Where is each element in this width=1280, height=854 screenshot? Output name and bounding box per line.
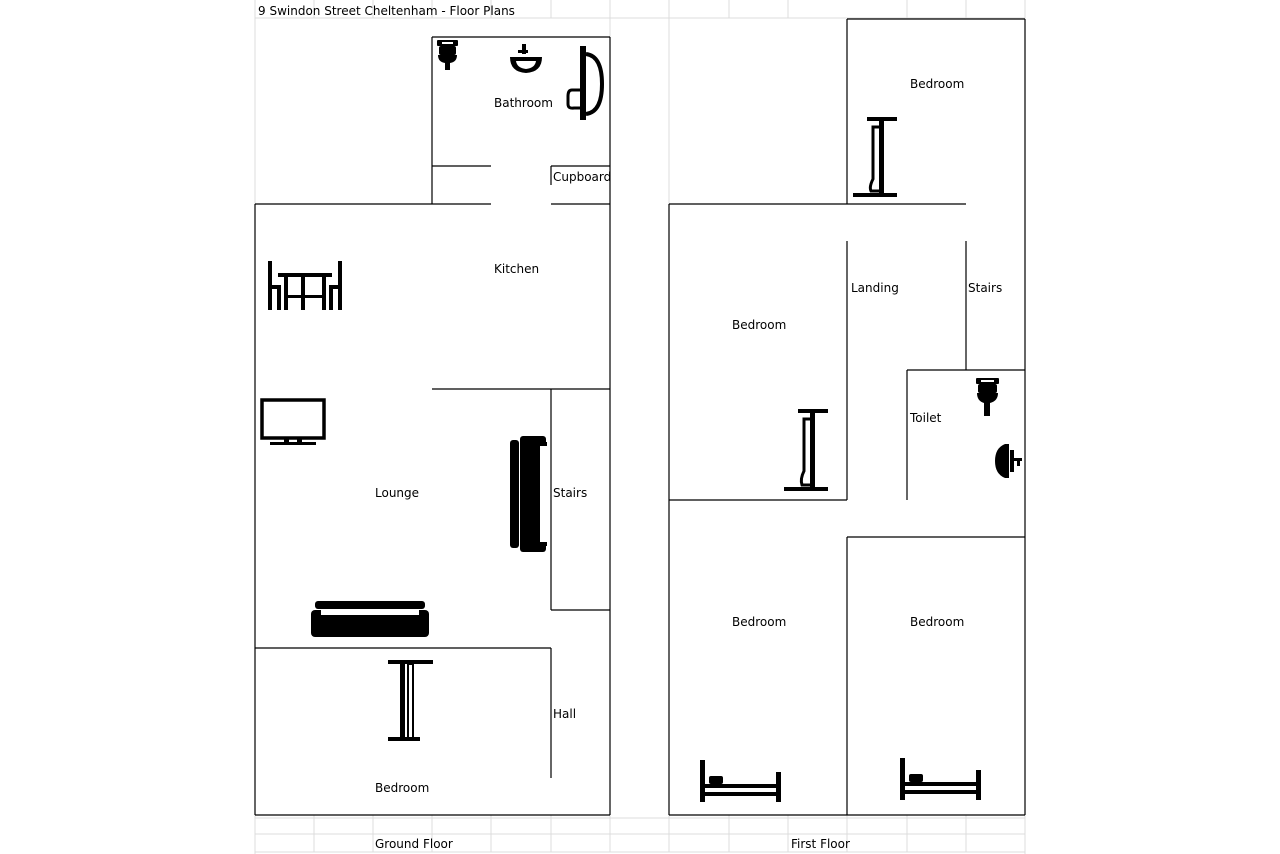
ground-floor-walls [255, 37, 610, 815]
room-label-bedroom-bottom-right: Bedroom [910, 615, 965, 629]
room-label-bedroom-left: Bedroom [732, 318, 787, 332]
room-label-hall: Hall [553, 707, 577, 721]
toilet-icon [437, 40, 458, 70]
first-floor-walls [669, 19, 1025, 815]
room-label-bedroom-bottom-left: Bedroom [732, 615, 787, 629]
room-label-kitchen: Kitchen [494, 262, 540, 276]
wardrobe-icon [853, 117, 897, 197]
sheet-gridlines [255, 0, 1025, 854]
room-label-cupboard: Cupboard [553, 170, 612, 184]
toilet-icon [976, 378, 999, 416]
bed-icon [900, 758, 981, 800]
bathtub-icon [568, 46, 602, 120]
room-label-stairs-first: Stairs [968, 281, 1003, 295]
bed-icon [700, 760, 781, 802]
floor-label-ground: Ground Floor [375, 837, 453, 851]
sink-icon [995, 444, 1022, 478]
room-label-bathroom: Bathroom [494, 96, 553, 110]
room-label-bedroom: Bedroom [375, 781, 430, 795]
room-label-landing: Landing [851, 281, 899, 295]
floor-label-first: First Floor [791, 837, 850, 851]
wardrobe-icon [784, 409, 828, 491]
sink-icon [510, 44, 542, 73]
wardrobe-icon [388, 660, 433, 741]
tv-icon [262, 400, 324, 445]
sofa-icon [510, 436, 547, 552]
room-label-stairs: Stairs [553, 486, 588, 500]
room-label-bedroom-top: Bedroom [910, 77, 965, 91]
room-label-toilet: Toilet [910, 411, 942, 425]
sofa-icon [311, 601, 429, 637]
dining-table-icon [268, 261, 342, 310]
plan-title: 9 Swindon Street Cheltenham - Floor Plans [258, 4, 515, 18]
room-label-lounge: Lounge [375, 486, 420, 500]
